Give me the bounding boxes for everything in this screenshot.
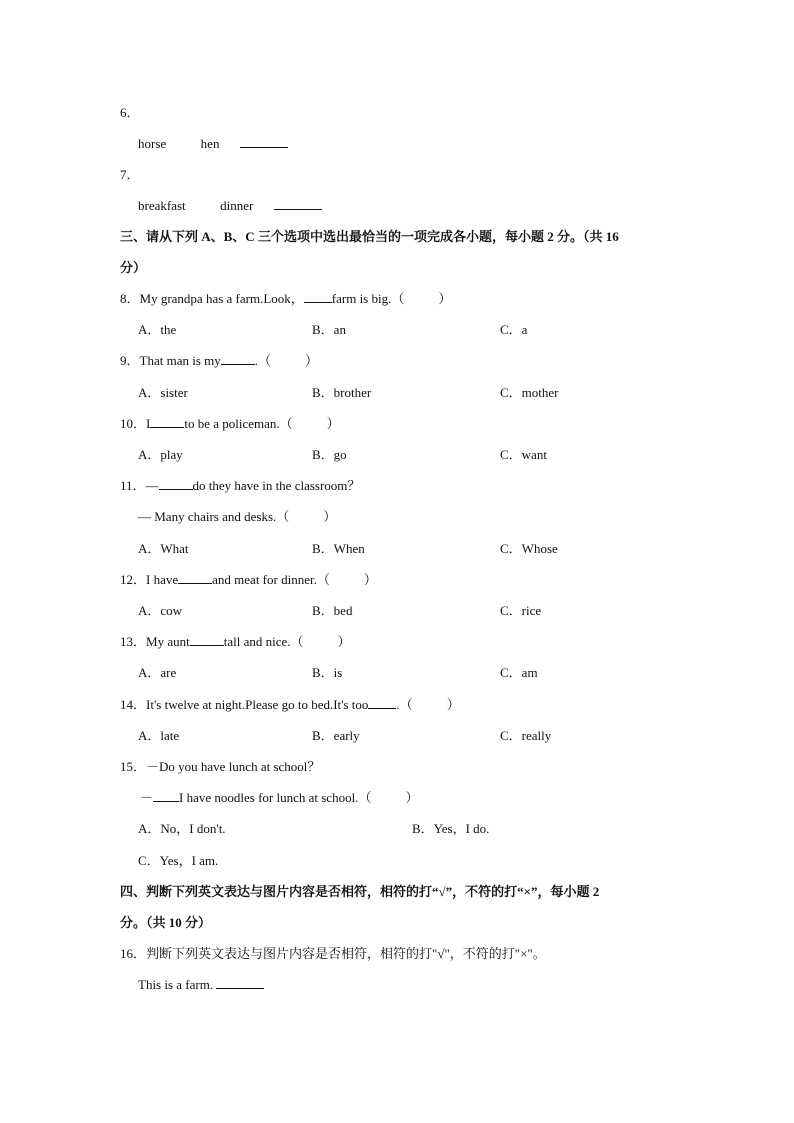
- q14-option-c[interactable]: C．really: [500, 728, 552, 743]
- q8-option-c[interactable]: C．a: [500, 322, 528, 337]
- q15-response: [140, 789, 418, 807]
- q10-stem: [120, 415, 340, 433]
- q13-option-b[interactable]: B．is: [312, 665, 343, 680]
- q11-option-a[interactable]: A．What: [138, 541, 189, 556]
- q7-answer-blank[interactable]: [274, 198, 322, 210]
- q9-option-c[interactable]: C．mother: [500, 385, 559, 400]
- q15-blank[interactable]: [153, 790, 179, 802]
- q9-text-pre: That man is my: [139, 353, 221, 368]
- q14-option-b[interactable]: B．early: [312, 728, 360, 743]
- q9-number: 9．: [120, 353, 140, 368]
- q14-number: 14．: [120, 697, 147, 712]
- q10-number: 10．: [120, 416, 147, 431]
- q6-answer-blank[interactable]: [240, 136, 288, 148]
- q12-option-a[interactable]: A．cow: [138, 603, 183, 618]
- q9-paren-close: ）: [305, 353, 319, 368]
- q7-word1: breakfast: [138, 198, 186, 213]
- q14-paren-close: ）: [446, 697, 460, 712]
- q15-question-text: －Do you have lunch at school？: [146, 759, 321, 774]
- q16-sentence-row: [138, 976, 264, 994]
- q8-number: 8．: [120, 291, 140, 306]
- q15-option-b[interactable]: B．Yes，I do.: [412, 821, 490, 836]
- q8-blank[interactable]: [304, 291, 332, 303]
- q15-option-c[interactable]: C．Yes，I am.: [138, 853, 219, 868]
- q10-text-pre: I: [146, 416, 151, 431]
- q6-word2: hen: [200, 136, 220, 151]
- q8-stem: [120, 290, 451, 308]
- q14-option-a[interactable]: A．late: [138, 728, 180, 743]
- q13-text-pre: My aunt: [146, 634, 190, 649]
- q8-text-pre: My grandpa has a farm.Look，: [139, 291, 304, 306]
- q9-stem: [120, 352, 318, 370]
- q8-text-post: farm is big.（: [331, 291, 405, 306]
- q15-stem: [120, 758, 320, 776]
- q10-blank[interactable]: [150, 416, 184, 428]
- section4-heading-line2: 分。（共 10 分）: [120, 915, 212, 930]
- section4-heading-line1: 四、判断下列英文表达与图片内容是否相符，相符的打“√”，不符的打“×”，每小题 2: [120, 884, 600, 899]
- q15-number: 15．: [120, 759, 147, 774]
- q8-option-b[interactable]: B．an: [312, 322, 346, 337]
- q16-instruction: 判断下列英文表达与图片内容是否相符，相符的打"√"，不符的打"×"。: [146, 946, 546, 961]
- q7-number: 7．: [120, 167, 140, 182]
- q11-blank[interactable]: [159, 478, 193, 490]
- q6-word1: horse: [138, 136, 167, 151]
- q13-number: 13．: [120, 634, 147, 649]
- q16-stem: [120, 945, 546, 963]
- q13-text-post: tall and nice.（: [223, 634, 304, 649]
- q9-option-a[interactable]: A．sister: [138, 385, 188, 400]
- q14-text-post: .（: [396, 697, 413, 712]
- q12-text-pre: I have: [146, 572, 179, 587]
- q11-response-text: — Many chairs and desks.（: [138, 509, 290, 524]
- q11-response: [138, 508, 336, 526]
- q14-blank[interactable]: [368, 697, 396, 709]
- section3-heading-line2: 分）: [120, 260, 147, 275]
- q9-text-post: .（: [254, 353, 272, 368]
- q10-text-post: to be a policeman.（: [184, 416, 293, 431]
- q13-blank[interactable]: [190, 634, 224, 646]
- q10-option-a[interactable]: A．play: [138, 447, 183, 462]
- q12-option-b[interactable]: B．bed: [312, 603, 353, 618]
- q15-paren-close: ）: [405, 790, 419, 805]
- q11-stem: [120, 477, 360, 495]
- q10-paren-close: ）: [326, 416, 340, 431]
- q8-option-a[interactable]: A．the: [138, 322, 177, 337]
- q12-paren-close: ）: [363, 572, 377, 587]
- q12-option-c[interactable]: C．rice: [500, 603, 542, 618]
- q11-paren-close: ）: [323, 509, 337, 524]
- q11-text-post: do they have in the classroom？: [192, 478, 361, 493]
- q13-option-c[interactable]: C．am: [500, 665, 538, 680]
- q16-number: 16．: [120, 946, 147, 961]
- q9-blank[interactable]: [221, 353, 255, 365]
- q11-number: 11．: [120, 478, 146, 493]
- q9-option-b[interactable]: B．brother: [312, 385, 372, 400]
- q15-option-a[interactable]: A．No，I don't.: [138, 821, 226, 836]
- q6-number: 6．: [120, 105, 140, 120]
- q7-word2: dinner: [220, 198, 254, 213]
- q10-option-c[interactable]: C．want: [500, 447, 547, 462]
- section3-heading-line1: 三、请从下列 A、B、C 三个选项中选出最恰当的一项完成各小题，每小题 2 分。（共 16: [120, 229, 619, 244]
- q14-text-pre: It's twelve at night.Please go to bed.It's too: [146, 697, 369, 712]
- q7-row: [138, 197, 322, 215]
- q12-number: 12．: [120, 572, 147, 587]
- q16-sentence: This is a farm.: [138, 977, 214, 992]
- q10-option-b[interactable]: B．go: [312, 447, 347, 462]
- q11-option-c[interactable]: C．Whose: [500, 541, 558, 556]
- q14-stem: [120, 696, 460, 714]
- q12-text-post: and meat for dinner.（: [212, 572, 330, 587]
- q12-blank[interactable]: [178, 572, 212, 584]
- q16-answer-blank[interactable]: [216, 977, 264, 989]
- q15-response-text: I have noodles for lunch at school.（: [179, 790, 372, 805]
- q11-text-pre: —: [145, 478, 159, 493]
- q13-stem: [120, 633, 351, 651]
- q13-paren-close: ）: [337, 634, 351, 649]
- q13-option-a[interactable]: A．are: [138, 665, 177, 680]
- q6-row: [138, 135, 288, 153]
- q15-dash: －: [140, 790, 154, 805]
- q11-option-b[interactable]: B．When: [312, 541, 365, 556]
- q12-stem: [120, 571, 377, 589]
- q8-paren-close: ）: [438, 291, 452, 306]
